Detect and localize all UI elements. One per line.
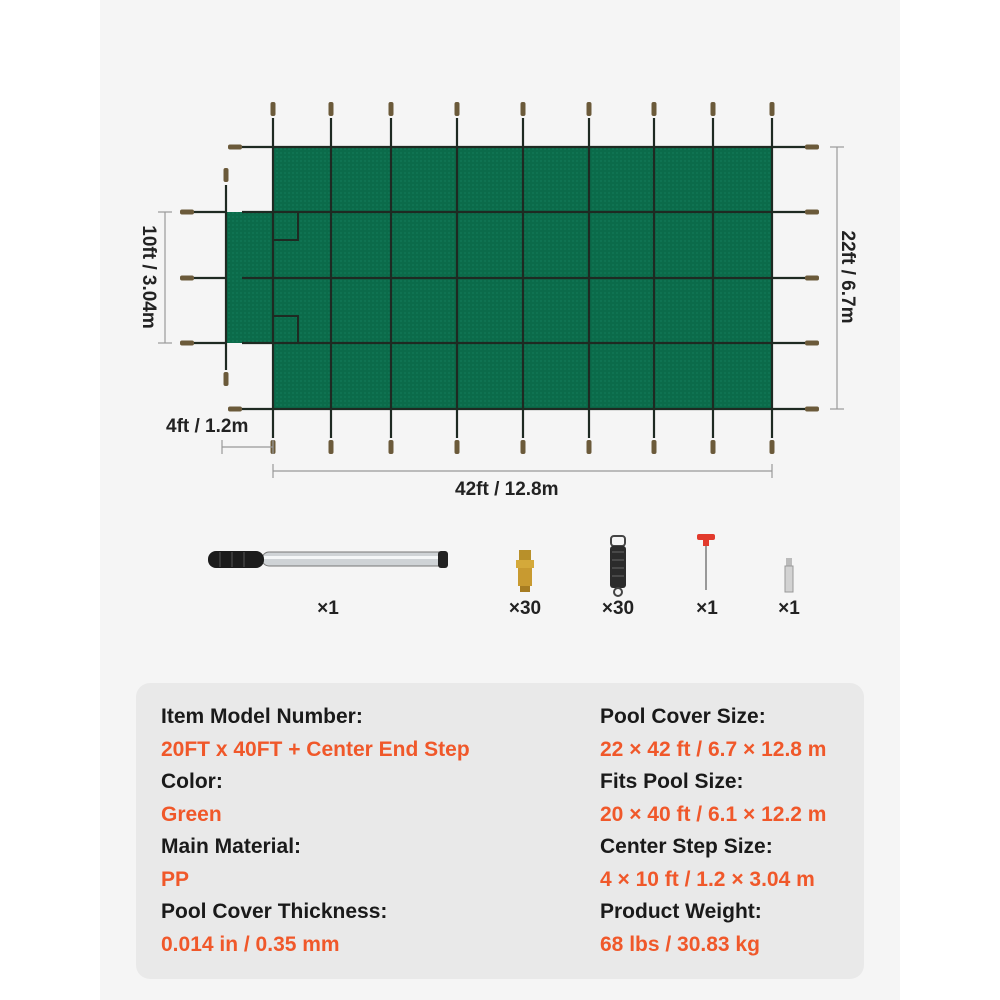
spring-anchor	[711, 440, 716, 454]
spring-anchor	[455, 102, 460, 116]
spec-value: Green	[161, 803, 222, 826]
spring-anchor	[587, 102, 592, 116]
specifications-panel	[136, 683, 864, 979]
spring-anchor	[805, 407, 819, 412]
spring-quantity: ×30	[601, 598, 635, 619]
spec-value: 20 × 40 ft / 6.1 × 12.2 m	[600, 803, 827, 826]
spec-value: 22 × 42 ft / 6.7 × 12.8 m	[600, 738, 827, 761]
tamping-tool-icon	[785, 558, 793, 592]
spring-icon	[610, 536, 626, 596]
spring-anchor	[805, 276, 819, 281]
spec-value: 0.014 in / 0.35 mm	[161, 933, 340, 956]
anchor-quantity: ×30	[508, 598, 542, 619]
hex-key-icon	[697, 534, 715, 590]
spring-anchor	[224, 372, 229, 386]
rod-quantity: ×1	[317, 598, 339, 619]
spec-label: Center Step Size:	[600, 835, 773, 858]
spring-anchor	[652, 440, 657, 454]
spring-anchor	[228, 407, 242, 412]
spring-anchor	[652, 102, 657, 116]
spec-label: Product Weight:	[600, 900, 762, 923]
spring-anchor	[521, 440, 526, 454]
spec-label: Item Model Number:	[161, 705, 363, 728]
specs-right-column	[600, 701, 826, 961]
spring-anchor	[521, 102, 526, 116]
spring-anchor	[329, 440, 334, 454]
spec-value: 20FT x 40FT + Center End Step	[161, 738, 470, 761]
spec-value: 4 × 10 ft / 1.2 × 3.04 m	[600, 868, 815, 891]
spring-anchor	[180, 210, 194, 215]
spec-label: Fits Pool Size:	[600, 770, 744, 793]
spec-label: Main Material:	[161, 835, 302, 858]
spec-value: PP	[161, 868, 190, 891]
spec-label: Pool Cover Size:	[600, 705, 766, 728]
spec-value: 68 lbs / 30.83 kg	[600, 933, 760, 956]
spring-anchor	[224, 168, 229, 182]
step-depth-dimension-label: 4ft / 1.2m	[166, 416, 249, 437]
spring-anchor	[389, 440, 394, 454]
spring-anchor	[805, 341, 819, 346]
spring-anchor	[770, 102, 775, 116]
spec-label: Pool Cover Thickness:	[161, 900, 388, 923]
height-dimension-label: 22ft / 6.7m	[837, 230, 858, 324]
spring-anchor	[805, 145, 819, 150]
spec-label: Color:	[161, 770, 223, 793]
tamping-tool-quantity: ×1	[778, 598, 800, 619]
specs-left-column	[161, 701, 470, 961]
length-dimension-label: 42ft / 12.8m	[455, 479, 559, 500]
spring-anchor	[329, 102, 334, 116]
spring-anchor	[587, 440, 592, 454]
installation-rod-icon	[208, 551, 448, 568]
spring-anchor	[389, 102, 394, 116]
spring-anchor	[455, 440, 460, 454]
spring-anchor	[228, 145, 242, 150]
brass-anchor-icon	[516, 550, 534, 592]
spring-anchor	[180, 276, 194, 281]
spring-anchor	[180, 341, 194, 346]
spring-anchor	[711, 102, 716, 116]
spring-anchor	[805, 210, 819, 215]
spring-anchor	[271, 102, 276, 116]
hex-key-quantity: ×1	[696, 598, 718, 619]
step-height-dimension-label: 10ft / 3.04m	[138, 225, 159, 329]
spring-anchor	[770, 440, 775, 454]
